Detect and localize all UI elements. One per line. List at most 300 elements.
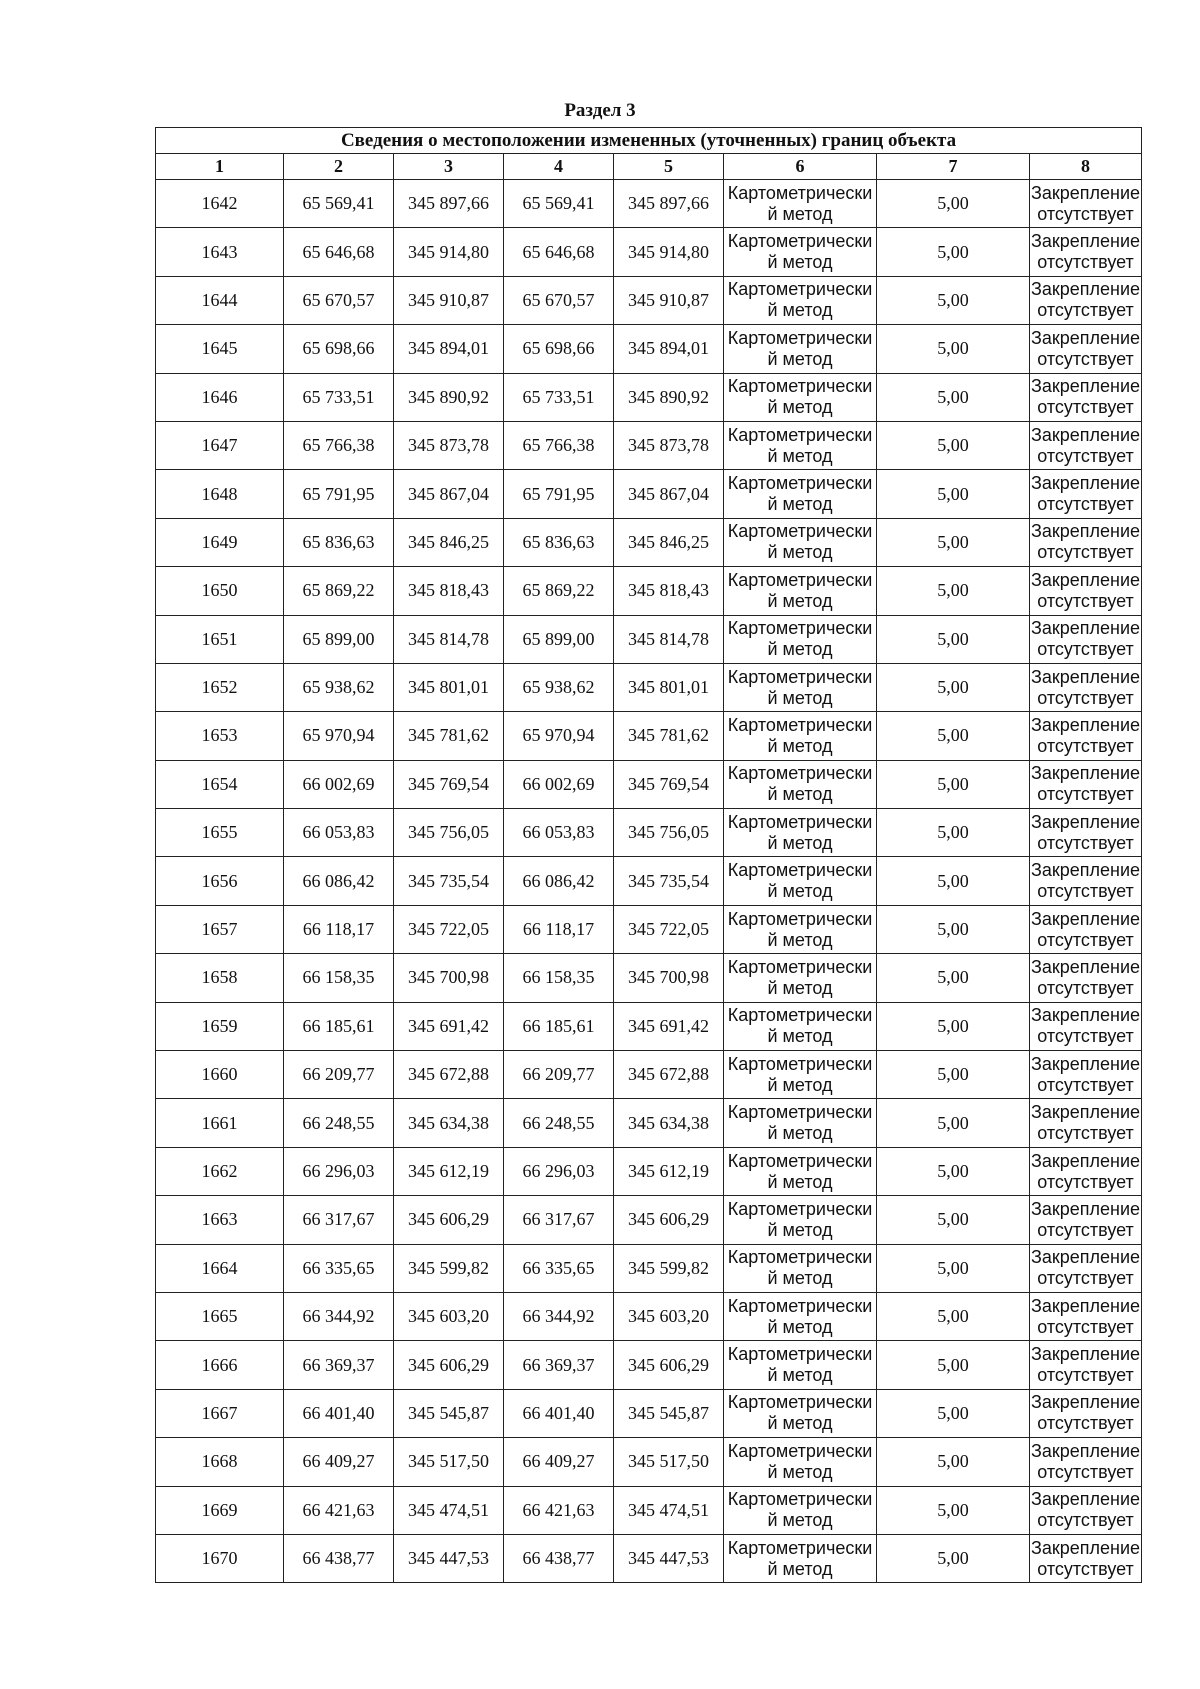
coord-cell: 65 646,68 xyxy=(504,228,614,276)
method-cell xyxy=(724,1244,877,1292)
coord-cell: 66 118,17 xyxy=(504,905,614,953)
point-number-cell: 1670 xyxy=(156,1534,284,1582)
coord-cell: 345 603,20 xyxy=(394,1292,504,1340)
coord-cell: 65 970,94 xyxy=(504,712,614,760)
coord-cell: 345 897,66 xyxy=(394,180,504,228)
accuracy-cell: 5,00 xyxy=(877,325,1030,373)
fixation-text-line: отсутствует xyxy=(1037,1026,1134,1047)
method-text-line: Картометрически xyxy=(727,714,873,735)
coord-cell: 66 317,67 xyxy=(284,1196,394,1244)
point-number-cell: 1666 xyxy=(156,1341,284,1389)
accuracy-cell: 5,00 xyxy=(877,1438,1030,1486)
method-text-line: Картометрически xyxy=(727,666,873,687)
method-text-line: Картометрически xyxy=(727,279,873,300)
method-text-line: Картометрически xyxy=(727,376,873,397)
coord-cell: 65 899,00 xyxy=(504,615,614,663)
method-text-line: й метод xyxy=(767,397,833,418)
point-number-cell: 1646 xyxy=(156,373,284,421)
table-row xyxy=(156,373,1142,421)
table-row xyxy=(156,228,1142,276)
method-cell xyxy=(724,1292,877,1340)
point-number-cell: 1651 xyxy=(156,615,284,663)
fixation-text-line: отсутствует xyxy=(1037,1219,1134,1240)
table-row xyxy=(156,809,1142,857)
fixation-text-line: Закрепление xyxy=(1030,666,1141,687)
accuracy-cell: 5,00 xyxy=(877,567,1030,615)
method-text-line: й метод xyxy=(767,590,833,611)
method-cell xyxy=(724,228,877,276)
coord-cell: 65 670,57 xyxy=(504,276,614,324)
table-row xyxy=(156,470,1142,518)
fixation-text-line: Закрепление xyxy=(1030,1102,1141,1123)
method-text-line: й метод xyxy=(767,445,833,466)
table-row xyxy=(156,663,1142,711)
fixation-cell xyxy=(1030,1051,1142,1099)
coord-cell: 65 698,66 xyxy=(284,325,394,373)
table-row xyxy=(156,1292,1142,1340)
coord-cell: 345 910,87 xyxy=(394,276,504,324)
accuracy-cell: 5,00 xyxy=(877,1002,1030,1050)
coord-cell: 345 814,78 xyxy=(614,615,724,663)
fixation-text-line: Закрепление xyxy=(1030,1247,1141,1268)
fixation-text-line: Закрепление xyxy=(1030,376,1141,397)
point-number-cell: 1657 xyxy=(156,905,284,953)
method-text-line: й метод xyxy=(767,1365,833,1386)
coord-cell: 345 612,19 xyxy=(614,1147,724,1195)
fixation-text-line: отсутствует xyxy=(1037,784,1134,805)
coord-cell: 345 545,87 xyxy=(614,1389,724,1437)
method-text-line: й метод xyxy=(767,832,833,853)
point-number-cell: 1652 xyxy=(156,663,284,711)
method-text-line: Картометрически xyxy=(727,1537,873,1558)
fixation-cell xyxy=(1030,760,1142,808)
coord-cell: 66 438,77 xyxy=(504,1534,614,1582)
coord-cell: 345 890,92 xyxy=(614,373,724,421)
accuracy-cell: 5,00 xyxy=(877,373,1030,421)
table-row xyxy=(156,1534,1142,1582)
coord-cell: 345 873,78 xyxy=(394,421,504,469)
coord-cell: 66 369,37 xyxy=(504,1341,614,1389)
fixation-text-line: отсутствует xyxy=(1037,639,1134,660)
method-text-line: й метод xyxy=(767,639,833,660)
table-row xyxy=(156,1438,1142,1486)
coord-cell: 345 447,53 xyxy=(394,1534,504,1582)
method-text-line: Картометрически xyxy=(727,860,873,881)
method-text-line: й метод xyxy=(767,687,833,708)
accuracy-cell: 5,00 xyxy=(877,857,1030,905)
point-number-cell: 1658 xyxy=(156,954,284,1002)
accuracy-cell: 5,00 xyxy=(877,1051,1030,1099)
method-text-line: Картометрически xyxy=(727,521,873,542)
coord-cell: 66 209,77 xyxy=(284,1051,394,1099)
point-number-cell: 1647 xyxy=(156,421,284,469)
accuracy-cell: 5,00 xyxy=(877,760,1030,808)
method-cell xyxy=(724,180,877,228)
fixation-text-line: отсутствует xyxy=(1037,1268,1134,1289)
method-cell xyxy=(724,373,877,421)
coord-cell: 345 873,78 xyxy=(614,421,724,469)
method-text-line: й метод xyxy=(767,784,833,805)
table-row xyxy=(156,857,1142,905)
method-cell xyxy=(724,663,877,711)
coord-cell: 345 867,04 xyxy=(394,470,504,518)
table-row xyxy=(156,1389,1142,1437)
method-cell xyxy=(724,615,877,663)
fixation-text-line: отсутствует xyxy=(1037,445,1134,466)
fixation-text-line: Закрепление xyxy=(1030,182,1141,203)
fixation-cell xyxy=(1030,325,1142,373)
table-row xyxy=(156,180,1142,228)
method-cell xyxy=(724,567,877,615)
method-text-line: й метод xyxy=(767,542,833,563)
coord-cell: 345 700,98 xyxy=(394,954,504,1002)
method-text-line: й метод xyxy=(767,1074,833,1095)
coord-cell: 345 603,20 xyxy=(614,1292,724,1340)
method-cell xyxy=(724,1147,877,1195)
method-cell xyxy=(724,1438,877,1486)
method-text-line: й метод xyxy=(767,203,833,224)
fixation-cell xyxy=(1030,373,1142,421)
fixation-cell xyxy=(1030,276,1142,324)
coord-cell: 65 791,95 xyxy=(504,470,614,518)
method-text-line: Картометрически xyxy=(727,1150,873,1171)
method-cell xyxy=(724,954,877,1002)
coord-cell: 65 698,66 xyxy=(504,325,614,373)
coord-cell: 65 938,62 xyxy=(284,663,394,711)
coord-cell: 65 869,22 xyxy=(284,567,394,615)
coord-cell: 66 053,83 xyxy=(284,809,394,857)
coord-cell: 65 766,38 xyxy=(284,421,394,469)
coord-cell: 65 970,94 xyxy=(284,712,394,760)
fixation-cell xyxy=(1030,663,1142,711)
point-number-cell: 1645 xyxy=(156,325,284,373)
method-text-line: Картометрически xyxy=(727,327,873,348)
coord-cell: 345 722,05 xyxy=(614,905,724,953)
coord-cell: 345 846,25 xyxy=(394,518,504,566)
method-text-line: Картометрически xyxy=(727,1102,873,1123)
fixation-text-line: отсутствует xyxy=(1037,1461,1134,1482)
method-text-line: Картометрически xyxy=(727,1198,873,1219)
fixation-text-line: Закрепление xyxy=(1030,1198,1141,1219)
point-number-cell: 1644 xyxy=(156,276,284,324)
method-cell xyxy=(724,1389,877,1437)
column-number: 5 xyxy=(614,154,724,180)
column-number: 8 xyxy=(1030,154,1142,180)
coord-cell: 66 409,27 xyxy=(284,1438,394,1486)
coord-cell: 345 606,29 xyxy=(614,1196,724,1244)
point-number-cell: 1659 xyxy=(156,1002,284,1050)
coord-cell: 66 086,42 xyxy=(504,857,614,905)
coord-cell: 345 691,42 xyxy=(394,1002,504,1050)
point-number-cell: 1669 xyxy=(156,1486,284,1534)
coord-cell: 66 401,40 xyxy=(284,1389,394,1437)
accuracy-cell: 5,00 xyxy=(877,228,1030,276)
accuracy-cell: 5,00 xyxy=(877,1341,1030,1389)
fixation-text-line: отсутствует xyxy=(1037,397,1134,418)
fixation-text-line: отсутствует xyxy=(1037,881,1134,902)
coord-cell: 345 447,53 xyxy=(614,1534,724,1582)
fixation-cell xyxy=(1030,180,1142,228)
accuracy-cell: 5,00 xyxy=(877,905,1030,953)
boundary-coordinates-table xyxy=(155,127,1142,1583)
fixation-cell xyxy=(1030,421,1142,469)
coord-cell: 65 569,41 xyxy=(504,180,614,228)
fixation-text-line: отсутствует xyxy=(1037,1510,1134,1531)
table-row xyxy=(156,954,1142,1002)
coord-cell: 65 646,68 xyxy=(284,228,394,276)
coord-cell: 345 517,50 xyxy=(614,1438,724,1486)
fixation-text-line: отсутствует xyxy=(1037,1558,1134,1579)
coord-cell: 345 781,62 xyxy=(394,712,504,760)
coord-cell: 65 938,62 xyxy=(504,663,614,711)
point-number-cell: 1642 xyxy=(156,180,284,228)
fixation-text-line: Закрепление xyxy=(1030,231,1141,252)
accuracy-cell: 5,00 xyxy=(877,712,1030,760)
method-text-line: Картометрически xyxy=(727,1392,873,1413)
table-row xyxy=(156,1002,1142,1050)
method-text-line: Картометрически xyxy=(727,1489,873,1510)
fixation-text-line: отсутствует xyxy=(1037,832,1134,853)
fixation-text-line: Закрепление xyxy=(1030,908,1141,929)
table-row xyxy=(156,1099,1142,1147)
coord-cell: 345 769,54 xyxy=(614,760,724,808)
method-text-line: й метод xyxy=(767,1413,833,1434)
fixation-cell xyxy=(1030,470,1142,518)
accuracy-cell: 5,00 xyxy=(877,180,1030,228)
point-number-cell: 1654 xyxy=(156,760,284,808)
method-cell xyxy=(724,905,877,953)
method-text-line: Картометрически xyxy=(727,182,873,203)
fixation-text-line: отсутствует xyxy=(1037,1365,1134,1386)
point-number-cell: 1665 xyxy=(156,1292,284,1340)
coord-cell: 66 002,69 xyxy=(284,760,394,808)
coord-cell: 345 756,05 xyxy=(394,809,504,857)
point-number-cell: 1643 xyxy=(156,228,284,276)
fixation-text-line: отсутствует xyxy=(1037,1074,1134,1095)
coord-cell: 345 634,38 xyxy=(394,1099,504,1147)
method-text-line: Картометрически xyxy=(727,1344,873,1365)
fixation-text-line: отсутствует xyxy=(1037,348,1134,369)
fixation-cell xyxy=(1030,905,1142,953)
coord-cell: 66 248,55 xyxy=(284,1099,394,1147)
fixation-text-line: Закрепление xyxy=(1030,1344,1141,1365)
table-row xyxy=(156,1196,1142,1244)
fixation-text-line: отсутствует xyxy=(1037,203,1134,224)
coord-cell: 66 317,67 xyxy=(504,1196,614,1244)
method-cell xyxy=(724,276,877,324)
fixation-cell xyxy=(1030,954,1142,1002)
coord-cell: 65 836,63 xyxy=(504,518,614,566)
method-text-line: й метод xyxy=(767,929,833,950)
accuracy-cell: 5,00 xyxy=(877,1147,1030,1195)
fixation-text-line: отсутствует xyxy=(1037,494,1134,515)
fixation-cell xyxy=(1030,1534,1142,1582)
method-text-line: й метод xyxy=(767,1268,833,1289)
table-row xyxy=(156,1244,1142,1292)
method-text-line: Картометрически xyxy=(727,1005,873,1026)
fixation-text-line: отсутствует xyxy=(1037,977,1134,998)
accuracy-cell: 5,00 xyxy=(877,1244,1030,1292)
fixation-text-line: Закрепление xyxy=(1030,714,1141,735)
table-row xyxy=(156,325,1142,373)
point-number-cell: 1648 xyxy=(156,470,284,518)
column-number-row xyxy=(156,154,1142,180)
table-row xyxy=(156,1341,1142,1389)
method-cell xyxy=(724,809,877,857)
column-number: 7 xyxy=(877,154,1030,180)
fixation-text-line: Закрепление xyxy=(1030,618,1141,639)
coord-cell: 345 894,01 xyxy=(614,325,724,373)
method-text-line: й метод xyxy=(767,735,833,756)
table-row xyxy=(156,760,1142,808)
coord-cell: 65 733,51 xyxy=(504,373,614,421)
method-cell xyxy=(724,1341,877,1389)
accuracy-cell: 5,00 xyxy=(877,1196,1030,1244)
fixation-text-line: Закрепление xyxy=(1030,1392,1141,1413)
fixation-cell xyxy=(1030,1002,1142,1050)
method-text-line: й метод xyxy=(767,1026,833,1047)
coord-cell: 345 612,19 xyxy=(394,1147,504,1195)
method-text-line: й метод xyxy=(767,1123,833,1144)
coord-cell: 345 890,92 xyxy=(394,373,504,421)
accuracy-cell: 5,00 xyxy=(877,1292,1030,1340)
coord-cell: 345 735,54 xyxy=(614,857,724,905)
method-cell xyxy=(724,1196,877,1244)
accuracy-cell: 5,00 xyxy=(877,954,1030,1002)
fixation-text-line: Закрепление xyxy=(1030,956,1141,977)
fixation-text-line: Закрепление xyxy=(1030,1150,1141,1171)
table-caption: Сведения о местоположении измененных (уточненных) границ объекта xyxy=(156,128,1142,154)
accuracy-cell: 5,00 xyxy=(877,1486,1030,1534)
accuracy-cell: 5,00 xyxy=(877,615,1030,663)
point-number-cell: 1667 xyxy=(156,1389,284,1437)
coord-cell: 345 672,88 xyxy=(614,1051,724,1099)
fixation-text-line: Закрепление xyxy=(1030,1295,1141,1316)
coord-cell: 345 634,38 xyxy=(614,1099,724,1147)
column-number: 2 xyxy=(284,154,394,180)
fixation-text-line: отсутствует xyxy=(1037,1413,1134,1434)
method-cell xyxy=(724,760,877,808)
point-number-cell: 1664 xyxy=(156,1244,284,1292)
fixation-cell xyxy=(1030,1147,1142,1195)
method-text-line: Картометрически xyxy=(727,424,873,445)
coord-cell: 345 722,05 xyxy=(394,905,504,953)
coord-cell: 66 158,35 xyxy=(504,954,614,1002)
coord-cell: 66 296,03 xyxy=(284,1147,394,1195)
method-text-line: й метод xyxy=(767,1461,833,1482)
coord-cell: 65 791,95 xyxy=(284,470,394,518)
coord-cell: 345 599,82 xyxy=(394,1244,504,1292)
fixation-text-line: Закрепление xyxy=(1030,1053,1141,1074)
fixation-text-line: Закрепление xyxy=(1030,763,1141,784)
coord-cell: 65 869,22 xyxy=(504,567,614,615)
method-text-line: й метод xyxy=(767,1558,833,1579)
fixation-cell xyxy=(1030,1292,1142,1340)
fixation-text-line: отсутствует xyxy=(1037,687,1134,708)
coord-cell: 345 606,29 xyxy=(614,1341,724,1389)
coord-cell: 66 421,63 xyxy=(504,1486,614,1534)
fixation-cell xyxy=(1030,1196,1142,1244)
method-cell xyxy=(724,325,877,373)
point-number-cell: 1661 xyxy=(156,1099,284,1147)
fixation-text-line: Закрепление xyxy=(1030,811,1141,832)
coord-cell: 345 781,62 xyxy=(614,712,724,760)
coord-cell: 66 118,17 xyxy=(284,905,394,953)
coord-cell: 66 053,83 xyxy=(504,809,614,857)
fixation-text-line: отсутствует xyxy=(1037,252,1134,273)
coord-cell: 345 818,43 xyxy=(614,567,724,615)
fixation-text-line: Закрепление xyxy=(1030,473,1141,494)
coord-cell: 65 670,57 xyxy=(284,276,394,324)
fixation-text-line: отсутствует xyxy=(1037,929,1134,950)
table-row xyxy=(156,421,1142,469)
table-row xyxy=(156,276,1142,324)
accuracy-cell: 5,00 xyxy=(877,1099,1030,1147)
coord-cell: 66 185,61 xyxy=(284,1002,394,1050)
coord-cell: 345 769,54 xyxy=(394,760,504,808)
fixation-cell xyxy=(1030,228,1142,276)
method-cell xyxy=(724,1002,877,1050)
coord-cell: 345 818,43 xyxy=(394,567,504,615)
fixation-cell xyxy=(1030,1099,1142,1147)
fixation-text-line: Закрепление xyxy=(1030,279,1141,300)
fixation-cell xyxy=(1030,1438,1142,1486)
method-text-line: Картометрически xyxy=(727,956,873,977)
fixation-text-line: Закрепление xyxy=(1030,569,1141,590)
point-number-cell: 1662 xyxy=(156,1147,284,1195)
coord-cell: 345 801,01 xyxy=(394,663,504,711)
coord-cell: 345 606,29 xyxy=(394,1341,504,1389)
method-cell xyxy=(724,1099,877,1147)
coord-cell: 345 474,51 xyxy=(394,1486,504,1534)
method-text-line: Картометрически xyxy=(727,1053,873,1074)
coord-cell: 66 344,92 xyxy=(504,1292,614,1340)
table-row xyxy=(156,905,1142,953)
method-text-line: Картометрически xyxy=(727,908,873,929)
point-number-cell: 1655 xyxy=(156,809,284,857)
fixation-text-line: отсутствует xyxy=(1037,300,1134,321)
coord-cell: 66 401,40 xyxy=(504,1389,614,1437)
coord-cell: 345 672,88 xyxy=(394,1051,504,1099)
column-number: 3 xyxy=(394,154,504,180)
fixation-cell xyxy=(1030,567,1142,615)
method-text-line: Картометрически xyxy=(727,569,873,590)
method-text-line: й метод xyxy=(767,1510,833,1531)
fixation-text-line: отсутствует xyxy=(1037,1316,1134,1337)
coord-cell: 345 914,80 xyxy=(614,228,724,276)
fixation-text-line: Закрепление xyxy=(1030,327,1141,348)
point-number-cell: 1653 xyxy=(156,712,284,760)
fixation-cell xyxy=(1030,518,1142,566)
fixation-text-line: Закрепление xyxy=(1030,424,1141,445)
coord-cell: 345 735,54 xyxy=(394,857,504,905)
method-text-line: й метод xyxy=(767,300,833,321)
coord-cell: 345 474,51 xyxy=(614,1486,724,1534)
coord-cell: 345 517,50 xyxy=(394,1438,504,1486)
accuracy-cell: 5,00 xyxy=(877,663,1030,711)
table-row xyxy=(156,567,1142,615)
method-cell xyxy=(724,470,877,518)
method-text-line: Картометрически xyxy=(727,763,873,784)
method-text-line: й метод xyxy=(767,881,833,902)
fixation-cell xyxy=(1030,809,1142,857)
method-text-line: Картометрически xyxy=(727,1440,873,1461)
column-number: 4 xyxy=(504,154,614,180)
accuracy-cell: 5,00 xyxy=(877,470,1030,518)
coord-cell: 345 545,87 xyxy=(394,1389,504,1437)
coord-cell: 65 766,38 xyxy=(504,421,614,469)
coord-cell: 345 846,25 xyxy=(614,518,724,566)
